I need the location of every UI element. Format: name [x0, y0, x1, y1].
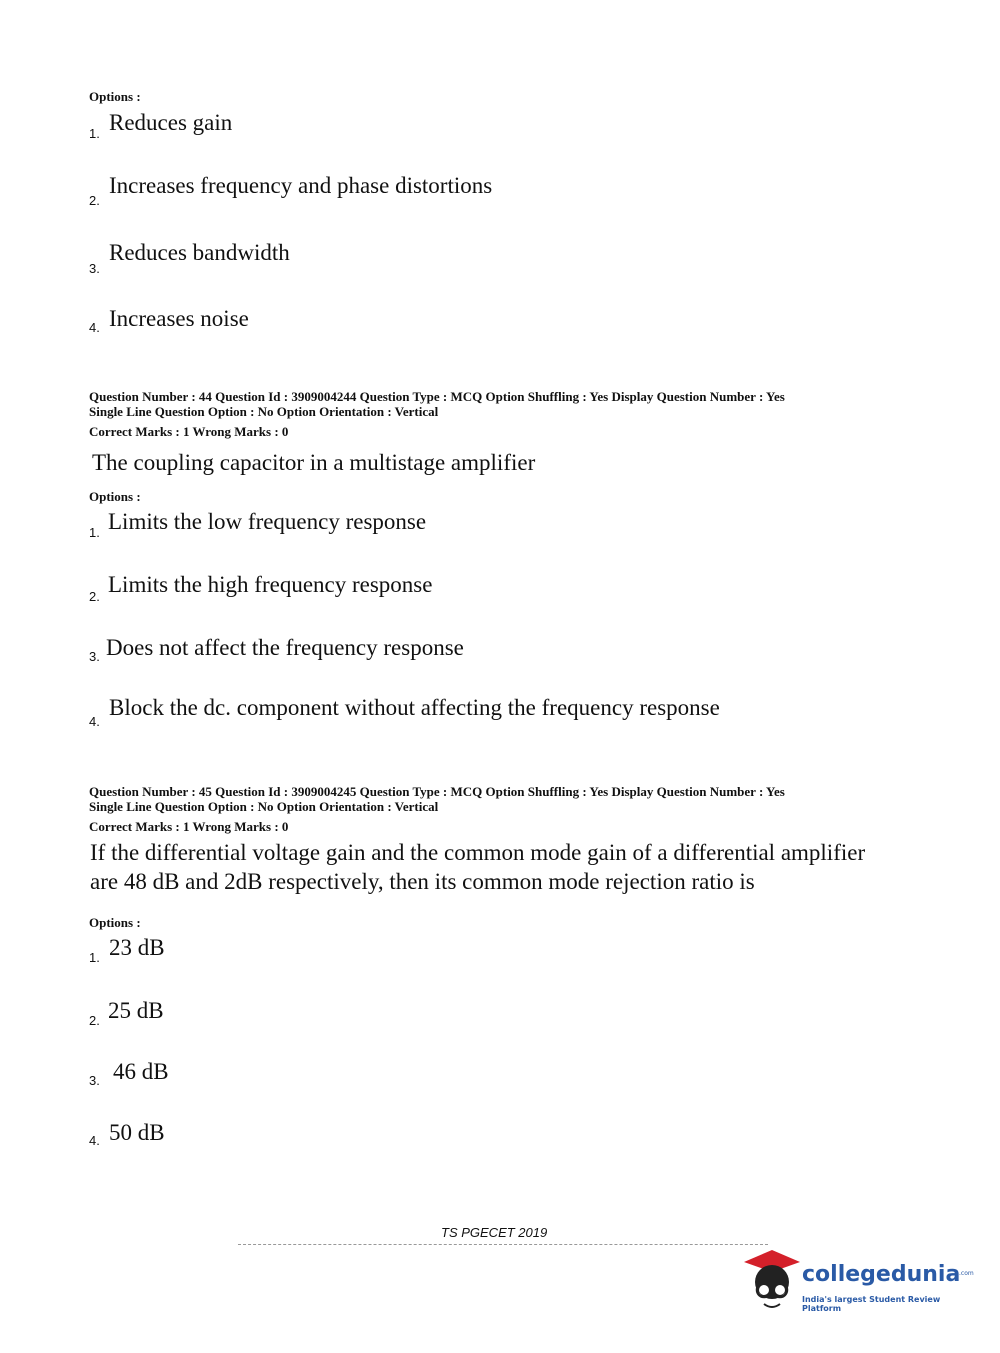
option-number: 3.: [89, 261, 100, 276]
option-text: 23 dB: [109, 935, 165, 960]
option-item-3[interactable]: [89, 1059, 389, 1099]
question-meta-line2: Single Line Question Option : No Option Orientation : Vertical: [89, 799, 439, 814]
options-label: Options :: [89, 89, 141, 104]
option-item-1[interactable]: [89, 509, 789, 549]
logo-tagline: India's largest Student Review Platform: [802, 1295, 941, 1313]
option-text: 25 dB: [108, 998, 164, 1023]
options-label: Options :: [89, 489, 141, 504]
option-text: 46 dB: [113, 1059, 169, 1084]
option-number: 3.: [89, 649, 100, 664]
question-marks: Correct Marks : 1 Wrong Marks : 0: [89, 819, 289, 834]
question-text-line2: are 48 dB and 2dB respectively, then its common mode rejection ratio is: [90, 869, 755, 894]
option-number: 3.: [89, 1073, 100, 1088]
option-item-3[interactable]: [89, 240, 789, 280]
question-marks: Correct Marks : 1 Wrong Marks : 0: [89, 424, 289, 439]
option-number: 4.: [89, 320, 100, 335]
question-text-line1: If the differential voltage gain and the common mode gain of a differential amplifier: [90, 840, 866, 865]
option-number: 4.: [89, 714, 100, 729]
question-meta-line1: Question Number : 45 Question Id : 3909004245 Question Type : MCQ Option Shuffling : Yes Display Question Number : Yes: [89, 784, 785, 799]
option-text: Reduces bandwidth: [109, 240, 290, 265]
option-number: 1.: [89, 525, 100, 540]
option-number: 4.: [89, 1133, 100, 1148]
question-text: [90, 838, 865, 896]
option-text: Limits the low frequency response: [108, 509, 427, 534]
options-label: Options :: [89, 915, 141, 930]
option-number: 1.: [89, 950, 100, 965]
option-text: Limits the high frequency response: [108, 572, 433, 597]
question-meta-line2: Single Line Question Option : No Option Orientation : Vertical: [89, 404, 439, 419]
collegedunia-logo: [740, 1246, 974, 1316]
logo-superscript: .com: [959, 1270, 974, 1277]
option-item-1[interactable]: [89, 935, 389, 975]
mascot-icon: [740, 1246, 802, 1316]
option-number: 2.: [89, 1013, 100, 1028]
option-item-4[interactable]: [89, 1120, 389, 1160]
option-item-1[interactable]: [89, 110, 789, 150]
option-item-2[interactable]: [89, 998, 389, 1038]
option-number: 1.: [89, 126, 100, 141]
option-text: 50 dB: [109, 1120, 165, 1145]
option-text: Reduces gain: [109, 110, 233, 135]
option-item-2[interactable]: [89, 173, 789, 213]
footer-exam-title: TS PGECET 2019: [441, 1225, 548, 1240]
option-item-2[interactable]: [89, 572, 789, 612]
footer-divider: [238, 1244, 768, 1245]
option-text: Block the dc. component without affecting the frequency response: [109, 695, 720, 720]
option-text: Increases frequency and phase distortions: [109, 173, 493, 198]
option-number: 2.: [89, 589, 100, 604]
option-item-3[interactable]: [89, 635, 789, 675]
option-number: 2.: [89, 193, 100, 208]
question-text: The coupling capacitor in a multistage amplifier: [92, 450, 536, 475]
option-item-4[interactable]: [89, 695, 849, 735]
logo-name: collegedunia: [802, 1262, 961, 1287]
option-text: Does not affect the frequency response: [106, 635, 464, 660]
question-meta-line1: Question Number : 44 Question Id : 3909004244 Question Type : MCQ Option Shuffling : Yes Display Question Number : Yes: [89, 389, 785, 404]
option-text: Increases noise: [109, 306, 249, 331]
option-item-4[interactable]: [89, 306, 789, 346]
